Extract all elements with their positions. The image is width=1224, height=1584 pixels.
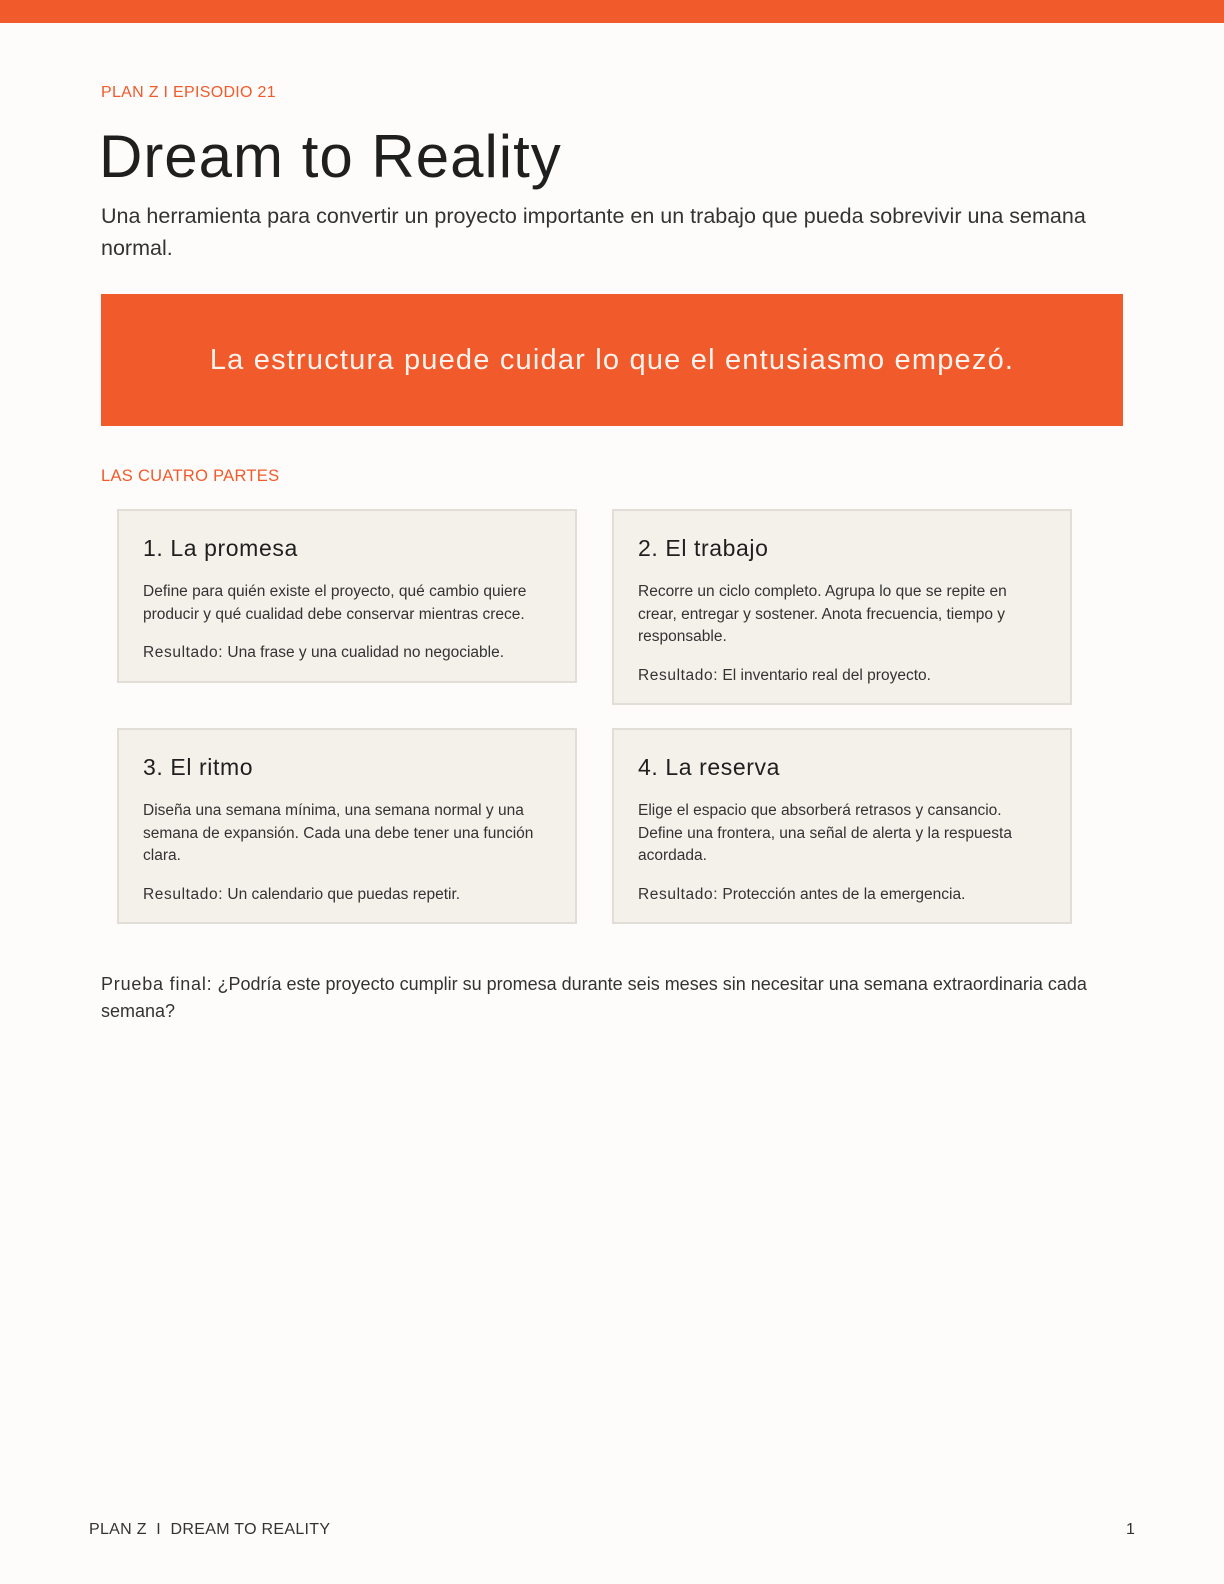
banner-quote: La estructura puede cuidar lo que el entusiasmo empezó.	[209, 343, 1015, 376]
card-el-ritmo	[117, 728, 577, 924]
top-accent-bar	[0, 0, 1224, 23]
result-label: Resultado:	[143, 885, 224, 903]
page-subtitle: Una herramienta para convertir un proyecto importante en un trabajo que pueda sobrevivir una semana normal.	[101, 204, 1086, 260]
card-body: Recorre un ciclo completo. Agrupa lo que se repite en crear, entregar y sostener. Anota frecuencia, tiempo y responsable.	[638, 583, 1007, 645]
card-title: 4. La reserva	[638, 754, 781, 780]
section-label: LAS CUATRO PARTES	[101, 467, 280, 485]
card-la-promesa	[117, 509, 577, 683]
card-result	[143, 884, 551, 906]
result-text: Una frase y una cualidad no negociable.	[227, 644, 505, 661]
result-text: El inventario real del proyecto.	[722, 666, 931, 684]
card-body: Diseña una semana mínima, una semana normal y una semana de expansión. Cada una debe tener una función clara.	[143, 802, 534, 864]
card-la-reserva	[612, 728, 1072, 924]
card-result	[143, 642, 551, 664]
card-result	[638, 884, 1046, 906]
quote-banner	[101, 294, 1123, 426]
footer-title: PLAN Z I DREAM TO REALITY	[89, 1521, 331, 1538]
card-title: 3. El ritmo	[143, 754, 254, 780]
final-test-label: Prueba final:	[101, 974, 213, 994]
card-title: 2. El trabajo	[638, 535, 769, 561]
page-title: Dream to Reality	[99, 123, 562, 190]
card-body: Elige el espacio que absorberá retrasos y cansancio. Define una frontera, una señal de alerta y la respuesta acordada.	[638, 802, 1012, 864]
result-text: Un calendario que puedas repetir.	[227, 885, 461, 903]
episode-eyebrow: PLAN Z I EPISODIO 21	[101, 84, 276, 101]
result-label: Resultado:	[638, 885, 719, 903]
page-number: 1	[1126, 1521, 1135, 1538]
result-label: Resultado:	[638, 666, 719, 684]
final-test-question: ¿Podría este proyecto cumplir su promesa durante seis meses sin necesitar una semana extraordinaria cada semana?	[101, 974, 1087, 1021]
card-el-trabajo	[612, 509, 1072, 705]
card-result	[638, 665, 1046, 687]
card-body: Define para quién existe el proyecto, qué cambio quiere producir y qué cualidad debe conservar mientras crece.	[143, 583, 527, 623]
final-test	[101, 971, 1121, 1025]
result-text: Protección antes de la emergencia.	[722, 885, 966, 903]
result-label: Resultado:	[143, 644, 224, 661]
card-title: 1. La promesa	[143, 535, 298, 561]
